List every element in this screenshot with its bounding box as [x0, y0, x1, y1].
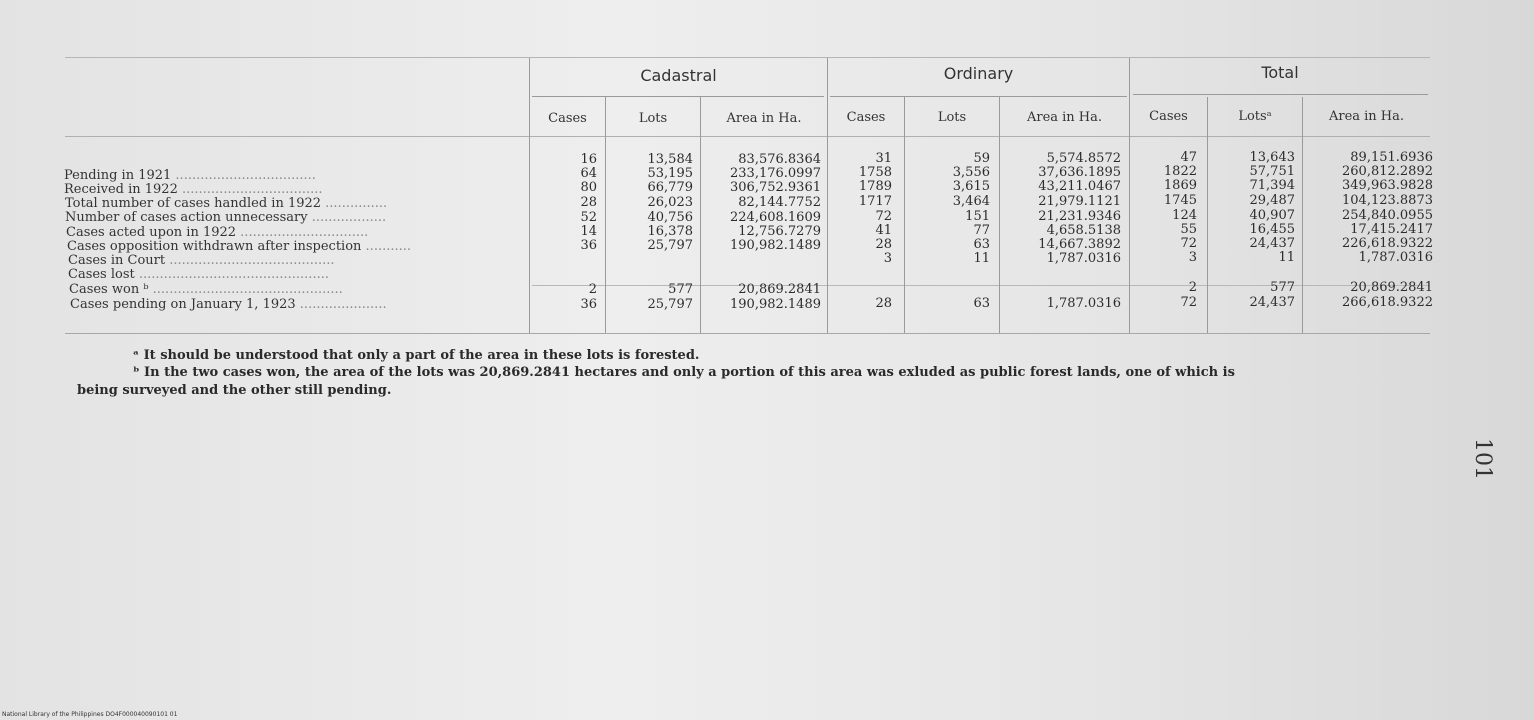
table-cell: 577 [1270, 280, 1295, 295]
col-header-lots: Lots [638, 111, 668, 126]
table-cell: 226,618.9322 [1342, 236, 1433, 251]
table-cell: 1869 [1163, 178, 1197, 193]
group-header-ordinary: Ordinary [943, 64, 1014, 83]
row-label-cases-in-court: Cases in Court ........................................ [68, 253, 335, 268]
table-cell: 16 [580, 152, 597, 167]
table-cell: 53,195 [647, 166, 693, 181]
group-header-total: Total [1261, 63, 1299, 82]
table-cell: 5,574.8572 [1046, 151, 1121, 166]
table-cell: 72 [875, 209, 892, 224]
table-cell: 28 [875, 237, 892, 252]
table-cell: 13,643 [1249, 150, 1295, 165]
table-cell: 28 [875, 296, 892, 311]
table-cell: 11 [1278, 250, 1295, 265]
table-cell: 12,756.7279 [738, 224, 821, 239]
table-cell: 52 [580, 210, 597, 225]
table-cell: 4,658.5138 [1046, 223, 1121, 238]
table-cell: 41 [875, 223, 892, 238]
table-cell: 2 [1188, 280, 1197, 295]
group-rule-total [1133, 94, 1428, 95]
leader-dots: ..................... [295, 297, 387, 312]
table-cell: 47 [1180, 150, 1197, 165]
table-cell: 57,751 [1249, 164, 1295, 179]
group-header-cadastral: Cadastral [640, 66, 717, 85]
row-label-opposition-withdrawn: Cases opposition withdrawn after inspection ........... [67, 239, 412, 254]
row-label-pending-1921: Pending in 1921 .................................. [64, 168, 316, 183]
table-cell: 1,787.0316 [1046, 251, 1121, 266]
col-header-area: Area in Ha. [1026, 110, 1103, 125]
table-cell: 89,151.6936 [1350, 150, 1433, 165]
table-cell: 3,464 [952, 194, 990, 209]
row-label-action-unnecessary: Number of cases action unnecessary .................. [65, 210, 387, 225]
leader-dots: ........... [361, 239, 412, 254]
table-cell: 80 [580, 180, 597, 195]
leader-dots: .............................................. [148, 282, 343, 297]
table-cell: 190,982.1489 [730, 297, 821, 312]
table-cell: 26,023 [647, 195, 693, 210]
col-header-cases: Cases [1149, 109, 1188, 124]
table-cell: 3 [883, 251, 892, 266]
table-cell: 349,963.9828 [1342, 178, 1433, 193]
table-cell: 77 [973, 223, 990, 238]
table-cell: 36 [580, 238, 597, 253]
group-rule-cadastral [532, 96, 824, 97]
table-cell: 40,907 [1249, 208, 1295, 223]
table-cell: 55 [1180, 222, 1197, 237]
table-cell: 36 [580, 297, 597, 312]
table-cell: 13,584 [647, 152, 693, 167]
table-cell: 29,487 [1249, 193, 1295, 208]
table-cell: 17,415.2417 [1350, 222, 1433, 237]
table-cell: 3 [1188, 250, 1197, 265]
table-cell: 71,394 [1249, 178, 1295, 193]
table-cell: 1745 [1163, 193, 1197, 208]
table-cell: 63 [973, 296, 990, 311]
table-cell: 28 [580, 195, 597, 210]
header-bottom-rule [65, 136, 1430, 137]
col-header-area: Area in Ha. [726, 111, 802, 126]
table-cell: 1,787.0316 [1046, 296, 1121, 311]
group-rule-ordinary [830, 96, 1127, 97]
row-label-acted-upon: Cases acted upon in 1922 ............................... [66, 225, 369, 240]
table-cell: 25,797 [647, 297, 693, 312]
row-label-total-handled: Total number of cases handled in 1922 ............... [65, 196, 388, 211]
table-cell: 20,869.2841 [738, 282, 821, 297]
table-cell: 24,437 [1249, 295, 1295, 310]
col-header-lots: Lots [937, 110, 967, 125]
table-bottom-rule [65, 333, 1430, 334]
table-cell: 14,667.3892 [1038, 237, 1121, 252]
table-cell: 21,231.9346 [1038, 209, 1121, 224]
table-cell: 63 [973, 237, 990, 252]
table-cell: 14 [580, 224, 597, 239]
table-cell: 59 [973, 151, 990, 166]
table-cell: 233,176.0997 [730, 166, 821, 181]
leader-dots: .................................. [171, 168, 316, 183]
table-cell: 72 [1180, 295, 1197, 310]
col-header-cases: Cases [846, 110, 886, 125]
table-cell: 83,576.8364 [738, 152, 821, 167]
table-cell: 254,840.0955 [1342, 208, 1433, 223]
table-cell: 11 [973, 251, 990, 266]
table-cell: 151 [965, 209, 990, 224]
table-cell: 104,123.8873 [1342, 193, 1433, 208]
table-cell: 40,756 [647, 210, 693, 225]
table-cell: 190,982.1489 [730, 238, 821, 253]
table-cell: 2 [588, 282, 597, 297]
table-cell: 24,437 [1249, 236, 1295, 251]
leader-dots: ............................... [236, 225, 369, 240]
footnote-a: ᵃ It should be understood that only a part of the area in these lots is forested. [133, 348, 700, 363]
table-cell: 260,812.2892 [1342, 164, 1433, 179]
leader-dots: ............... [321, 196, 388, 211]
row-label-cases-won: Cases won ᵇ .............................................. [69, 282, 343, 297]
col-header-cases: Cases [548, 111, 587, 126]
table-cell: 3,615 [952, 179, 990, 194]
table-cell: 43,211.0467 [1038, 179, 1121, 194]
leader-dots: .................. [307, 210, 387, 225]
table-cell: 64 [580, 166, 597, 181]
table-cell: 66,779 [647, 180, 693, 195]
table-cell: 20,869.2841 [1350, 280, 1433, 295]
table-cell: 1,787.0316 [1358, 250, 1433, 265]
table-cell: 577 [668, 282, 693, 297]
leader-dots: ........................................ [165, 253, 335, 268]
table-cell: 16,455 [1249, 222, 1295, 237]
row-label-received-1922: Received in 1922 .................................. [64, 182, 323, 197]
table-cell: 25,797 [647, 238, 693, 253]
col-header-area: Area in Ha. [1328, 109, 1405, 124]
table-cell: 21,979.1121 [1038, 194, 1121, 209]
table-top-rule [65, 57, 1430, 58]
scan-credit: National Library of the Philippines DO4F000040090101 01 [2, 711, 178, 718]
table-cell: 306,752.9361 [730, 180, 821, 195]
footnote-b-line2: being surveyed and the other still pending. [77, 383, 392, 398]
leader-dots: .................................. [177, 182, 323, 197]
table-cell: 37,636.1895 [1038, 165, 1121, 180]
table-cell: 31 [875, 151, 892, 166]
page-number: 101 [1470, 438, 1495, 480]
row-label-pending-1923: Cases pending on January 1, 1923 ..................... [70, 297, 387, 312]
table-cell: 1717 [858, 194, 892, 209]
table-cell: 1822 [1163, 164, 1197, 179]
footnote-b-line1: ᵇ In the two cases won, the area of the lots was 20,869.2841 hectares and only a portion of this area was exluded as public forest lands, one of which is [133, 365, 1235, 380]
table-cell: 16,378 [647, 224, 693, 239]
table-cell: 266,618.9322 [1342, 295, 1433, 310]
col-header-lots: Lotsᵃ [1238, 109, 1272, 124]
table-cell: 224,608.1609 [730, 210, 821, 225]
table-cell: 1758 [858, 165, 892, 180]
leader-dots: .............................................. [134, 267, 329, 282]
row-label-cases-lost: Cases lost .............................................. [68, 267, 329, 282]
table-cell: 82,144.7752 [738, 195, 821, 210]
table-cell: 3,556 [952, 165, 990, 180]
table-cell: 1789 [858, 179, 892, 194]
table-cell: 124 [1172, 208, 1197, 223]
table-cell: 72 [1180, 236, 1197, 251]
